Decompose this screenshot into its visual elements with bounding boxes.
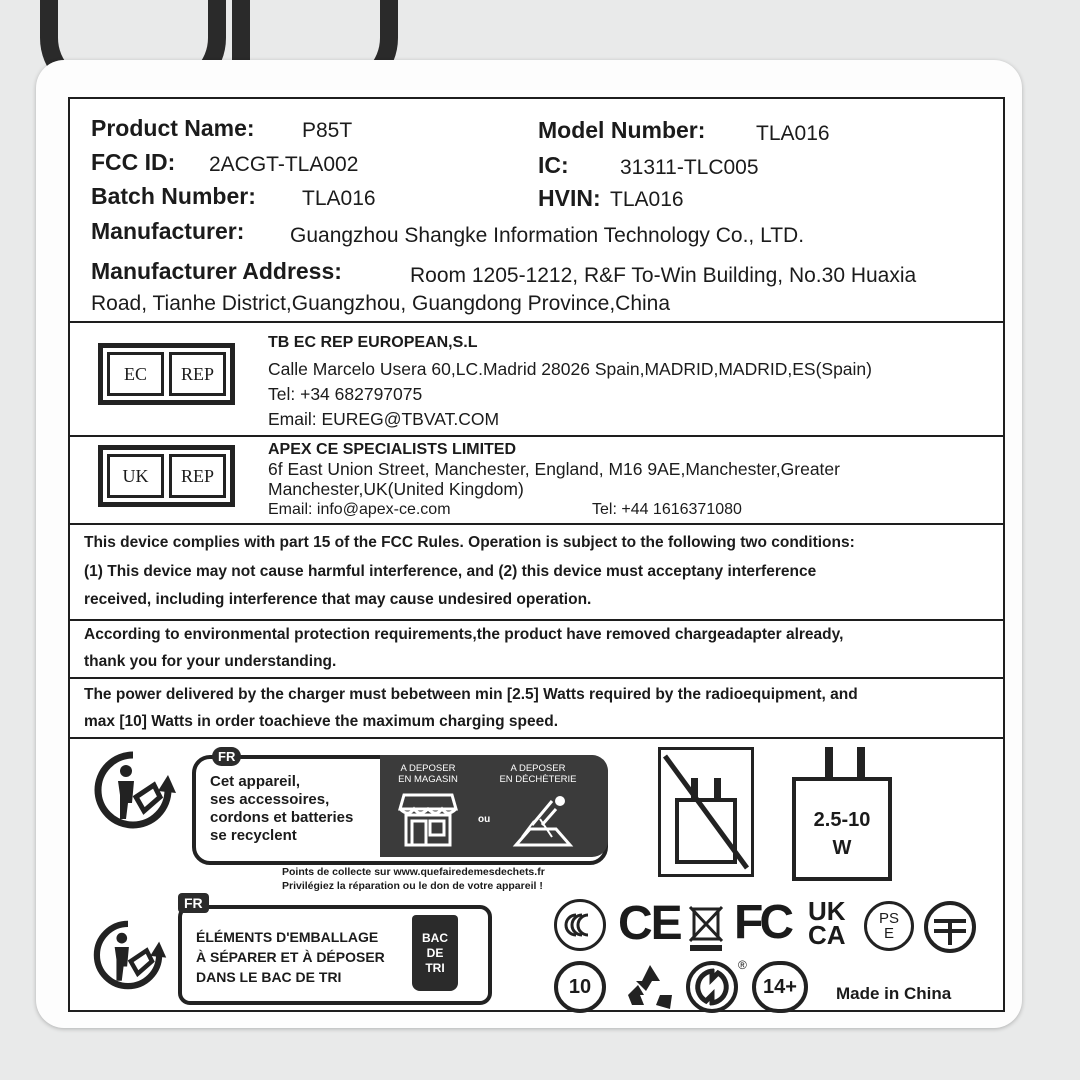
triman-device-line: se recyclent <box>210 827 297 844</box>
ec-rep-email: Email: EUREG@TBVAT.COM <box>268 409 500 429</box>
env-notice-line1: According to environmental protection requirements,the product have removed chargeadapter already, <box>84 626 844 643</box>
uk-rep-email: Email: info@apex-ce.com <box>268 501 451 518</box>
ec-rep-address: Calle Marcelo Usera 60,LC.Madrid 28026 Spain,MADRID,MADRID,ES(Spain) <box>268 359 872 379</box>
env-notice-line2: thank you for your understanding. <box>84 653 337 670</box>
power-notice-section <box>70 677 1003 737</box>
triman-footer-line1: Points de collecte sur www.quefairedemesdechets.fr <box>282 866 545 878</box>
product-name-label: Product Name: <box>91 115 255 141</box>
hvin-label: HVIN: <box>538 185 601 211</box>
epup-years: 10 <box>568 975 592 998</box>
fcc-notice-section <box>70 523 1003 619</box>
uk-rep-tel: Tel: +44 1616371080 <box>592 501 742 518</box>
recycling-arrows-icon <box>622 961 678 1013</box>
model-number-label: Model Number: <box>538 117 706 143</box>
weee-bin-icon <box>686 901 726 953</box>
fcc-notice-line2: (1) This device may not cause harmful interference, and (2) this device must acceptany interference <box>84 563 817 580</box>
triman-device-line: ses accessoires, <box>210 791 330 808</box>
fcc-mark: FC <box>734 896 790 949</box>
manufacturer-label: Manufacturer: <box>91 218 245 244</box>
fcc-id-label: FCC ID: <box>91 149 176 175</box>
packaging-line: DANS LE BAC DE TRI <box>196 969 342 985</box>
ec-rep-section <box>70 321 1003 435</box>
packaging-text <box>196 927 385 987</box>
triman-recycle-icon <box>88 745 178 835</box>
uk-rep-address-line2: Manchester,UK(United Kingdom) <box>268 479 524 499</box>
triman-packaging-panel <box>178 895 492 1005</box>
packaging-line: À SÉPARER ET À DÉPOSER <box>196 949 385 965</box>
product-info-section <box>70 99 1003 321</box>
uk-rep-address-line1: 6f East Union Street, Manchester, England, M16 9AE,Manchester,Greater <box>268 459 840 479</box>
ic-value: 31311-TLC005 <box>620 156 759 179</box>
pse-bottom: E <box>883 925 894 942</box>
triman-device-panel <box>192 749 608 865</box>
charger-power-range: 2.5-10 <box>813 809 871 831</box>
ccc-mark-icon <box>554 899 606 951</box>
address-label: Manufacturer Address: <box>91 258 342 284</box>
ec-badge-cell: EC <box>107 352 164 396</box>
ukca-mark <box>808 896 846 950</box>
or-label: ou <box>478 814 491 825</box>
charger-power-icon <box>792 777 892 881</box>
triman-device-line: Cet appareil, <box>210 773 301 790</box>
triman-footer-line2: Privilégiez la réparation ou le don de votre appareil ! <box>282 880 543 892</box>
product-name-value: P85T <box>302 119 353 142</box>
green-dot-icon <box>686 961 738 1013</box>
fr-tag: FR <box>178 893 209 913</box>
epup-mark-icon <box>554 961 606 1013</box>
deposit-store-label <box>390 763 466 785</box>
ec-rep-badge <box>98 343 235 405</box>
age-warning-icon <box>752 961 808 1013</box>
deposit-store-line: A DEPOSER <box>400 763 456 774</box>
uk-rep-company: APEX CE SPECIALISTS LIMITED <box>268 441 517 458</box>
green-dot-arrows-icon <box>692 967 732 1007</box>
uk-badge-cell: UK <box>107 454 164 498</box>
ukca-top: UK <box>808 896 846 926</box>
fcc-notice-line1: This device complies with part 15 of the FCC Rules. Operation is subject to the following two conditions: <box>84 534 855 551</box>
ic-label: IC: <box>538 152 569 178</box>
packaging-line: ÉLÉMENTS D'EMBALLAGE <box>196 929 379 945</box>
uk-rep-section <box>70 435 1003 523</box>
triman-recycle-icon <box>88 915 168 995</box>
ce-mark: CE <box>618 897 681 950</box>
address-line2: Road, Tianhe District,Guangzhou, Guangdong Province,China <box>91 292 671 315</box>
recycling-center-icon <box>512 789 576 849</box>
rep-badge-cell: REP <box>169 454 226 498</box>
deposit-center-label <box>490 763 586 785</box>
bin-label-line: BAC <box>422 931 448 945</box>
triman-device-line: cordons et batteries <box>210 809 354 826</box>
batch-number-label: Batch Number: <box>91 183 256 209</box>
fcc-notice-line3: received, including interference that may cause undesired operation. <box>84 591 592 608</box>
manufacturer-value: Guangzhou Shangke Information Technology Co., LTD. <box>290 224 805 247</box>
uk-rep-badge <box>98 445 235 507</box>
made-in-label: Made in China <box>836 984 952 1003</box>
deposit-center-line: A DEPOSER <box>510 763 566 774</box>
model-number-value: TLA016 <box>756 122 830 145</box>
no-charger-icon <box>658 747 754 877</box>
ccc-arcs-icon <box>560 905 600 945</box>
power-notice-line2: max [10] Watts in order toachieve the maximum charging speed. <box>84 713 559 730</box>
ec-rep-company: TB EC REP EUROPEAN,S.L <box>268 334 478 351</box>
marks-section <box>70 737 1003 1012</box>
registered-mark: ® <box>738 958 747 972</box>
rep-badge-cell: REP <box>169 352 226 396</box>
crossed-charger-icon <box>661 750 751 874</box>
triman-device-text <box>210 773 353 845</box>
telec-mark-icon <box>922 899 978 955</box>
address-line1: Room 1205-1212, R&F To-Win Building, No.30 Huaxia <box>410 264 917 287</box>
fcc-id-value: 2ACGT-TLA002 <box>209 153 359 176</box>
hvin-value: TLA016 <box>610 188 684 211</box>
bin-label-line: DE <box>426 946 444 960</box>
fr-tag: FR <box>212 747 241 766</box>
charger-power-unit: W <box>832 837 852 859</box>
sorting-bin-icon <box>412 915 458 991</box>
power-notice-line1: The power delivered by the charger must bebetween min [2.5] Watts required by the radioequipment, and <box>84 686 858 703</box>
age-warning-text: 14+ <box>763 975 797 998</box>
ukca-bottom: CA <box>808 920 846 950</box>
store-icon <box>398 791 458 847</box>
deposit-center-line: EN DÉCHÈTERIE <box>499 774 577 785</box>
compliance-label <box>68 97 1005 1012</box>
batch-number-value: TLA016 <box>302 187 376 210</box>
triman-deposit-panel <box>380 755 608 857</box>
pse-mark <box>864 901 914 951</box>
deposit-store-line: EN MAGASIN <box>398 774 458 785</box>
ec-rep-tel: Tel: +34 682797075 <box>268 384 423 404</box>
pse-top: PS <box>878 910 899 927</box>
env-notice-section <box>70 619 1003 677</box>
bin-label-line: TRI <box>425 961 445 975</box>
